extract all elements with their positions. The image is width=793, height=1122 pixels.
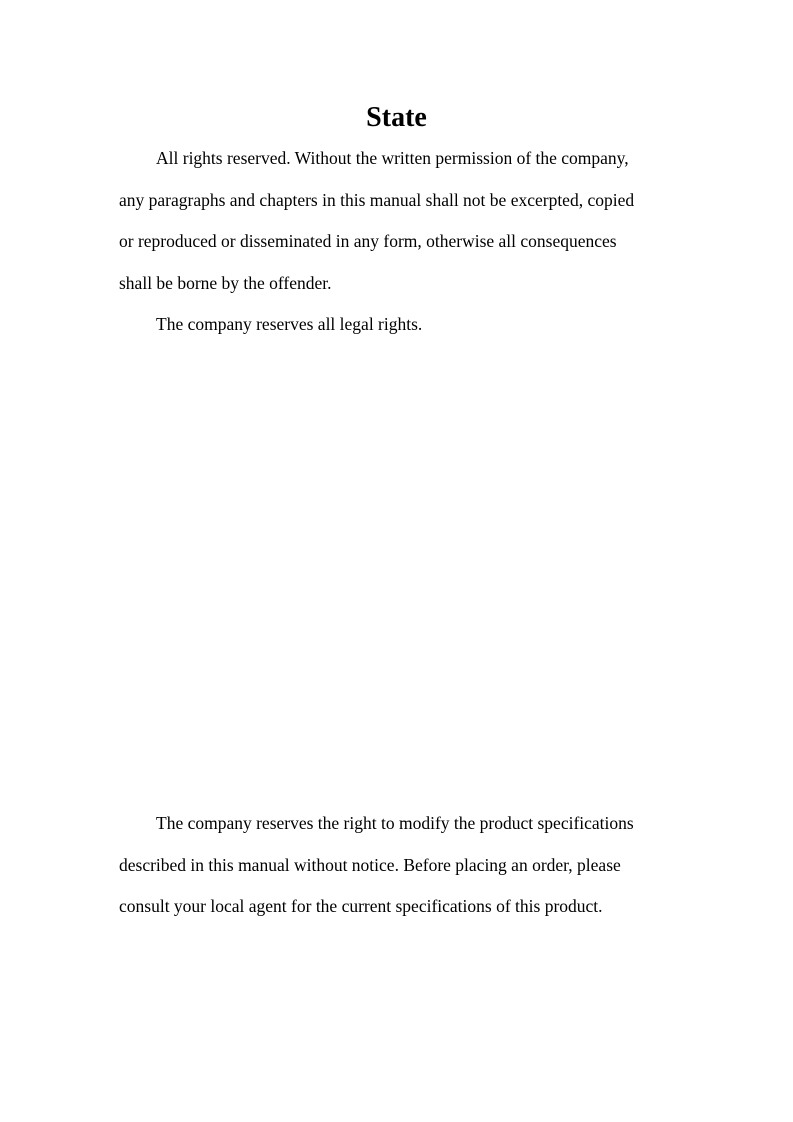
paragraph-line: The company reserves the right to modify the product specifications [156,813,634,833]
rights-reserved-paragraph [119,138,679,304]
paragraph-line: any paragraphs and chapters in this manual shall not be excerpted, copied [119,189,635,210]
paragraph-line: shall be borne by the offender. [119,272,332,293]
paragraph-line: All rights reserved. Without the written permission of the company, [156,148,629,168]
paragraph-line: consult your local agent for the current specifications of this product. [119,896,603,916]
specifications-notice-paragraph [119,803,679,928]
paragraph-line: or reproduced or disseminated in any form, otherwise all consequences [119,231,617,251]
legal-rights-paragraph [119,304,679,346]
page-title: State [366,102,427,133]
paragraph-line: described in this manual without notice. Before placing an order, please [119,854,621,875]
paragraph-line: The company reserves all legal rights. [156,314,423,334]
